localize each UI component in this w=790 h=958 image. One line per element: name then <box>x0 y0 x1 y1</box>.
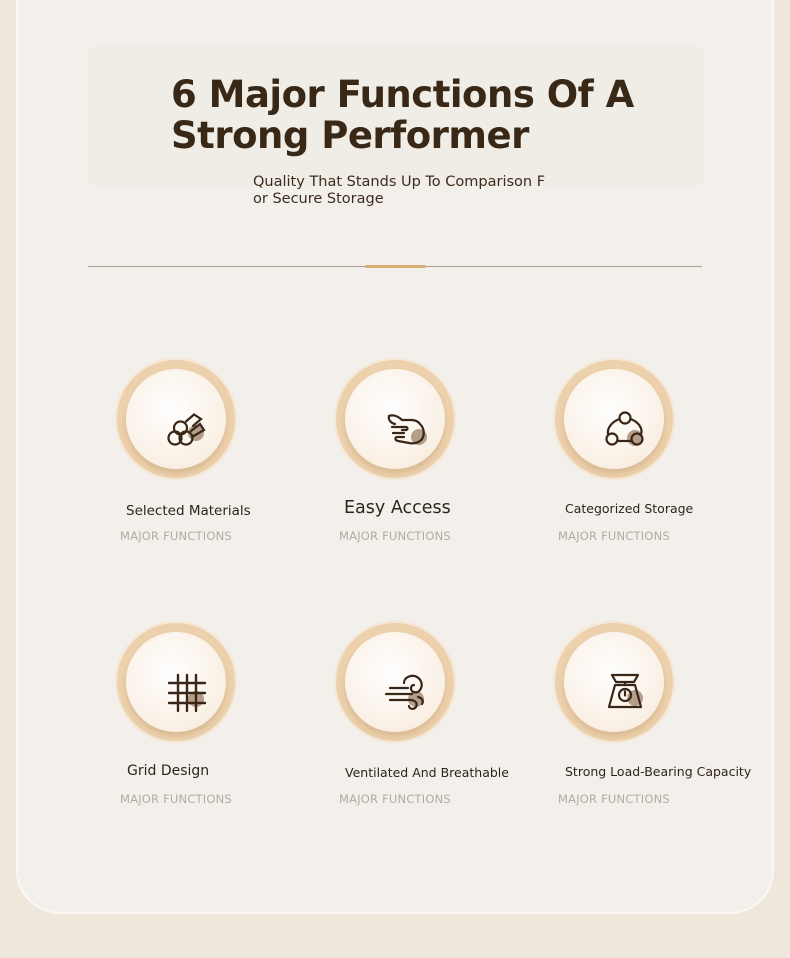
icon-ring <box>334 621 456 743</box>
icon-ring <box>115 621 237 743</box>
feature-label: Easy Access <box>344 498 451 518</box>
icon-disc <box>126 369 226 469</box>
scale-icon <box>601 669 649 717</box>
icon-ring <box>115 358 237 480</box>
page-title <box>171 74 651 156</box>
icon-disc <box>345 369 445 469</box>
feature-label: Strong Load-Bearing Capacity <box>565 764 752 779</box>
subtitle-line-1: Quality That Stands Up To Comparison F <box>253 174 546 190</box>
grid-icon <box>163 669 211 717</box>
feature-ventilated <box>334 621 534 811</box>
feature-grid-design <box>115 621 315 811</box>
icon-disc <box>126 632 226 732</box>
wind-icon <box>382 669 430 717</box>
feature-sublabel: MAJOR FUNCTIONS <box>558 529 670 543</box>
icon-disc <box>564 632 664 732</box>
icon-ring <box>334 358 456 480</box>
feature-easy-access <box>334 358 534 548</box>
subtitle-line-2: or Secure Storage <box>253 190 384 207</box>
feature-label: Categorized Storage <box>565 501 694 516</box>
title-line-1: 6 Major Functions Of A <box>171 73 634 116</box>
feature-sublabel: MAJOR FUNCTIONS <box>558 792 670 806</box>
feature-sublabel: MAJOR FUNCTIONS <box>120 792 232 806</box>
feature-sublabel: MAJOR FUNCTIONS <box>120 529 232 543</box>
three-circles-icon <box>601 406 649 454</box>
feature-selected-materials <box>115 358 315 548</box>
icon-disc <box>345 632 445 732</box>
feature-label: Ventilated And Breathable <box>345 765 509 780</box>
page-subtitle <box>253 174 553 207</box>
feature-sublabel: MAJOR FUNCTIONS <box>339 792 451 806</box>
divider-accent <box>365 265 426 268</box>
feature-load-bearing <box>553 621 753 811</box>
icon-disc <box>564 369 664 469</box>
icon-ring <box>553 621 675 743</box>
feature-label: Grid Design <box>127 763 210 779</box>
icon-ring <box>553 358 675 480</box>
feature-categorized-storage <box>553 358 753 548</box>
logs-icon <box>163 406 211 454</box>
feature-sublabel: MAJOR FUNCTIONS <box>339 529 451 543</box>
hand-icon <box>382 406 430 454</box>
feature-label: Selected Materials <box>126 503 251 519</box>
title-line-2: Strong Performer <box>171 114 529 157</box>
